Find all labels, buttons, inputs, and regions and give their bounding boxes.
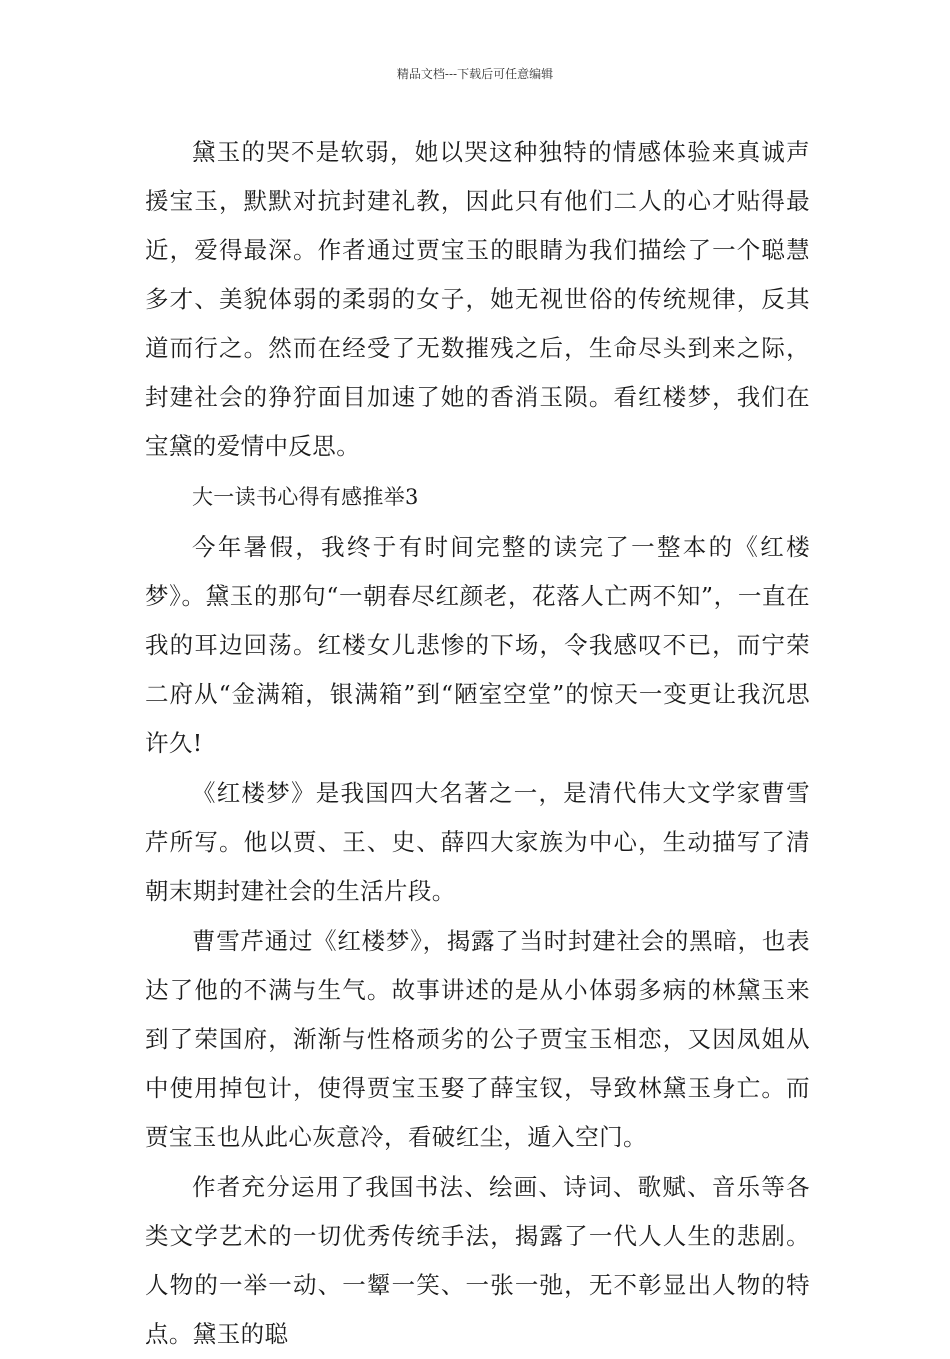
page-header: 精品文档---下载后可任意编辑 [396,67,554,81]
paragraph-daiyu-crying: 黛玉的哭不是软弱，她以哭这种独特的情感体验来真诚声援宝玉，默默对抗封建礼教，因此只有他们二人的心才贴得最近，爱得最深。作者通过贾宝玉的眼睛为我们描绘了一个聪慧多才、美貌体弱的柔弱的女子，她无视世俗的传统规律，反其道而行之。然而在经受了无数摧残之后，生命尽头到来之际，封建社会的狰狞面目加速了她的香消玉陨。看红楼梦，我们在宝黛的爱情中反思。 [145,138,810,460]
section-heading: 大一读书心得有感推举3 [192,485,419,509]
paragraph-story-summary: 曹雪芹通过《红楼梦》，揭露了当时封建社会的黑暗，也表达了他的不满与生气。故事讲述的是从小体弱多病的林黛玉来到了荣国府，渐渐与性格顽劣的公子贾宝玉相恋，又因凤姐从中使用掉包计，使得贾宝玉娶了薛宝钗，导致林黛玉身亡。而贾宝玉也从此心灰意冷，看破红尘，遁入空门。 [145,927,810,1151]
paragraph-summer-reading: 今年暑假，我终于有时间完整的读完了一整本的《红楼梦》。黛玉的那句“一朝春尽红颜老，花落人亡两不知”，一直在我的耳边回荡。红楼女儿悲惨的下场，令我感叹不已，而宁荣二府从“金满箱，银满箱”到“陋室空堂”的惊天一变更让我沉思许久! [145,533,810,757]
paragraph-four-classics: 《红楼梦》是我国四大名著之一，是清代伟大文学家曹雪芹所写。他以贾、王、史、薛四大家族为中心，生动描写了清朝末期封建社会的生活片段。 [145,779,810,905]
document-body [145,128,810,1359]
paragraph-artistic-techniques: 作者充分运用了我国书法、绘画、诗词、歌赋、音乐等各类文学艺术的一切优秀传统手法，揭露了一代人人生的悲剧。人物的一举一动、一颦一笑、一张一弛，无不彰显出人物的特点。黛玉的聪 [145,1173,810,1348]
